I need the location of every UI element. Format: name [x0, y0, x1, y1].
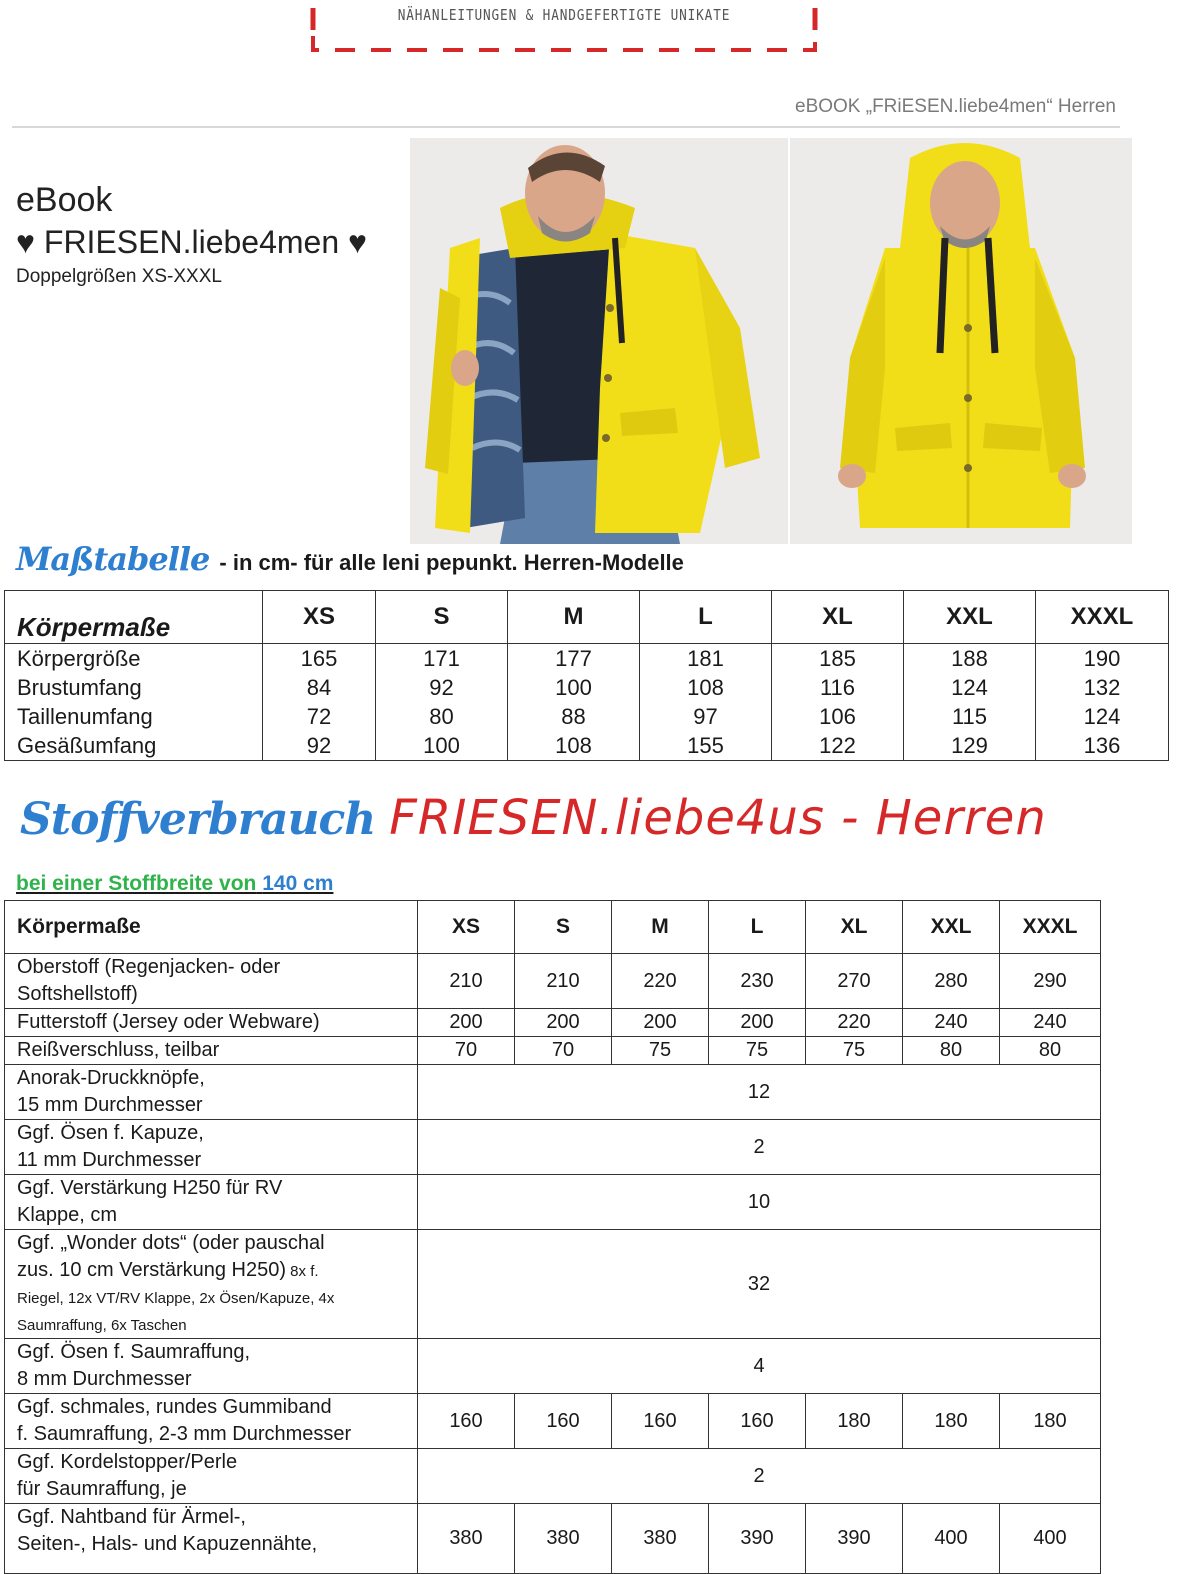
- cell: 240: [1000, 1009, 1101, 1037]
- cell: 70: [515, 1037, 612, 1065]
- table-row: [5, 731, 1169, 761]
- cell: 180: [1000, 1394, 1101, 1449]
- cell: 88: [508, 702, 640, 731]
- label-line: Softshellstoff): [17, 983, 138, 1005]
- header-cell: XXL: [903, 901, 1000, 954]
- title-line-ebook: eBook: [16, 181, 113, 219]
- cell: 75: [806, 1037, 903, 1065]
- cell: 132: [1036, 673, 1169, 702]
- cell: 84: [263, 673, 376, 702]
- cell: 75: [612, 1037, 709, 1065]
- cell: 136: [1036, 731, 1169, 761]
- cell: 80: [1000, 1037, 1101, 1065]
- table-row: [5, 1175, 1101, 1230]
- cell: 160: [612, 1394, 709, 1449]
- cell: 270: [806, 954, 903, 1009]
- cell: 75: [709, 1037, 806, 1065]
- cell: 115: [904, 702, 1036, 731]
- merged-cell: 2: [418, 1120, 1101, 1175]
- label-line: 15 mm Durchmesser: [17, 1094, 203, 1116]
- cell: 220: [806, 1009, 903, 1037]
- row-label: Futterstoff (Jersey oder Webware): [5, 1009, 418, 1037]
- cell: 106: [772, 702, 904, 731]
- label-line-small: 8x f.: [286, 1263, 319, 1280]
- cell: 100: [508, 673, 640, 702]
- label-line: Ggf. Ösen f. Kapuze,: [17, 1122, 204, 1144]
- header-cell: XXL: [904, 591, 1036, 644]
- header-cell: S: [515, 901, 612, 954]
- row-label: [5, 1065, 418, 1120]
- cell: 180: [903, 1394, 1000, 1449]
- title-line-product: ♥ FRIESEN.liebe4men ♥: [16, 224, 368, 260]
- cell: 290: [1000, 954, 1101, 1009]
- table-header-row: [5, 591, 1169, 644]
- row-label: Taillenumfang: [5, 702, 263, 731]
- label-line: Ggf. Kordelstopper/Perle: [17, 1451, 238, 1473]
- cell: 220: [612, 954, 709, 1009]
- cell: 165: [263, 644, 376, 674]
- cell: 97: [640, 702, 772, 731]
- cell: 200: [612, 1009, 709, 1037]
- cell: 155: [640, 731, 772, 761]
- label-line-small: Saumraffung, 6x Taschen: [17, 1317, 187, 1334]
- cell: 72: [263, 702, 376, 731]
- cell: 280: [903, 954, 1000, 1009]
- header-cell: Körpermaße: [5, 901, 418, 954]
- cell: 160: [709, 1394, 806, 1449]
- cell: 92: [263, 731, 376, 761]
- header-cell: M: [612, 901, 709, 954]
- fabric-width-note: [16, 872, 333, 896]
- header-cell: L: [640, 591, 772, 644]
- table-row: [5, 1394, 1101, 1449]
- fabric-table: [4, 900, 1101, 1574]
- cell: 100: [376, 731, 508, 761]
- header-cell: Körpermaße: [5, 591, 263, 644]
- label-line-small: Riegel, 12x VT/RV Klappe, 2x Ösen/Kapuze, 4x: [17, 1290, 335, 1307]
- row-label: [5, 1230, 418, 1339]
- header-cell: XL: [806, 901, 903, 954]
- table-row: [5, 1037, 1101, 1065]
- header-cell: L: [709, 901, 806, 954]
- photo-jacket-open: [410, 138, 788, 544]
- cell: 180: [806, 1394, 903, 1449]
- label-line: Seiten-, Hals- und Kapuzennähte,: [17, 1533, 318, 1555]
- label-line: f. Saumraffung, 2-3 mm Durchmesser: [17, 1423, 352, 1445]
- cell: 108: [640, 673, 772, 702]
- row-label: [5, 954, 418, 1009]
- cell: 160: [418, 1394, 515, 1449]
- cell: 380: [515, 1504, 612, 1574]
- label-line: 8 mm Durchmesser: [17, 1368, 192, 1390]
- cell: 108: [508, 731, 640, 761]
- header-cell: XXXL: [1000, 901, 1101, 954]
- fabric-heading: Stoffverbrauch: [20, 794, 376, 845]
- cell: 70: [418, 1037, 515, 1065]
- cell: 122: [772, 731, 904, 761]
- row-label: [5, 1449, 418, 1504]
- cell: 390: [709, 1504, 806, 1574]
- table-row: [5, 644, 1169, 674]
- row-label: Brustumfang: [5, 673, 263, 702]
- table-row: [5, 1504, 1101, 1574]
- label-line: 11 mm Durchmesser: [17, 1149, 202, 1171]
- row-label: Körpergröße: [5, 644, 263, 674]
- size-table-title: [16, 540, 684, 578]
- row-label: [5, 1394, 418, 1449]
- size-table: [4, 590, 1169, 761]
- row-label: [5, 1504, 418, 1574]
- table-row: [5, 1449, 1101, 1504]
- cell: 210: [515, 954, 612, 1009]
- label-line: zus. 10 cm Verstärkung H250): [17, 1259, 287, 1281]
- cell: 124: [1036, 702, 1169, 731]
- label-line: Ggf. „Wonder dots“ (oder pauschal: [17, 1232, 325, 1254]
- cell: 210: [418, 954, 515, 1009]
- merged-cell: 4: [418, 1339, 1101, 1394]
- cell: 400: [1000, 1504, 1101, 1574]
- label-line: Ggf. Ösen f. Saumraffung,: [17, 1341, 251, 1363]
- fabric-product-heading: FRIESEN.liebe4us - Herren: [389, 790, 1047, 846]
- row-label: [5, 1339, 418, 1394]
- table-row: [5, 673, 1169, 702]
- merged-cell: 12: [418, 1065, 1101, 1120]
- header-cell: XL: [772, 591, 904, 644]
- title-line-sizes: Doppelgrößen XS-XXXL: [16, 266, 222, 287]
- cell: 185: [772, 644, 904, 674]
- fabric-width-value: 140 cm: [262, 872, 334, 895]
- table-row: [5, 1120, 1101, 1175]
- label-line: Ggf. Verstärkung H250 für RV: [17, 1177, 283, 1199]
- label-line: für Saumraffung, je: [17, 1478, 187, 1500]
- size-table-heading: Maßtabelle: [16, 540, 210, 578]
- label-line: Anorak-Druckknöpfe,: [17, 1067, 205, 1089]
- row-label: [5, 1175, 418, 1230]
- fabric-width-prefix: bei einer Stoffbreite von: [16, 872, 257, 895]
- label-line: Ggf. schmales, rundes Gummiband: [17, 1396, 332, 1418]
- row-label: Gesäßumfang: [5, 731, 263, 761]
- cell: 390: [806, 1504, 903, 1574]
- label-line: Oberstoff (Regenjacken- oder: [17, 956, 281, 978]
- ebook-title-block: [16, 180, 367, 290]
- cell: 188: [904, 644, 1036, 674]
- cell: 380: [418, 1504, 515, 1574]
- cell: 171: [376, 644, 508, 674]
- table-header-row: [5, 901, 1101, 954]
- banner-tagline: NÄHANLEITUNGEN & HANDGEFERTIGTE UNIKATE: [397, 6, 731, 24]
- merged-cell: 2: [418, 1449, 1101, 1504]
- table-row: [5, 1065, 1101, 1120]
- cell: 124: [904, 673, 1036, 702]
- cell: 80: [376, 702, 508, 731]
- cell: 400: [903, 1504, 1000, 1574]
- cell: 160: [515, 1394, 612, 1449]
- document-header: eBOOK „FRiESEN.liebe4men“ Herren: [795, 96, 1116, 117]
- cell: 230: [709, 954, 806, 1009]
- cell: 380: [612, 1504, 709, 1574]
- cell: 181: [640, 644, 772, 674]
- merged-cell: 32: [418, 1230, 1101, 1339]
- header-divider: [12, 126, 1120, 128]
- merged-cell: 10: [418, 1175, 1101, 1230]
- brand-banner: [310, 0, 818, 54]
- cell: 129: [904, 731, 1036, 761]
- header-cell: S: [376, 591, 508, 644]
- table-row: [5, 1230, 1101, 1339]
- header-cell: XS: [263, 591, 376, 644]
- size-table-subtitle: - in cm- für alle leni pepunkt. Herren-Modelle: [219, 550, 684, 575]
- cell: 177: [508, 644, 640, 674]
- header-cell: M: [508, 591, 640, 644]
- photo-jacket-hooded: [790, 138, 1132, 544]
- cell: 200: [515, 1009, 612, 1037]
- header-cell: XXXL: [1036, 591, 1169, 644]
- row-label: Reißverschluss, teilbar: [5, 1037, 418, 1065]
- label-line: Ggf. Nahtband für Ärmel-,: [17, 1506, 246, 1528]
- fabric-title: [20, 790, 1047, 846]
- cell: 240: [903, 1009, 1000, 1037]
- table-row: [5, 1339, 1101, 1394]
- row-label: [5, 1120, 418, 1175]
- table-row: [5, 954, 1101, 1009]
- cell: 116: [772, 673, 904, 702]
- cell: 80: [903, 1037, 1000, 1065]
- table-row: [5, 702, 1169, 731]
- table-row: [5, 1009, 1101, 1037]
- cell: 92: [376, 673, 508, 702]
- cell: 190: [1036, 644, 1169, 674]
- label-line: Klappe, cm: [17, 1204, 118, 1226]
- cell: 200: [709, 1009, 806, 1037]
- cell: 200: [418, 1009, 515, 1037]
- header-cell: XS: [418, 901, 515, 954]
